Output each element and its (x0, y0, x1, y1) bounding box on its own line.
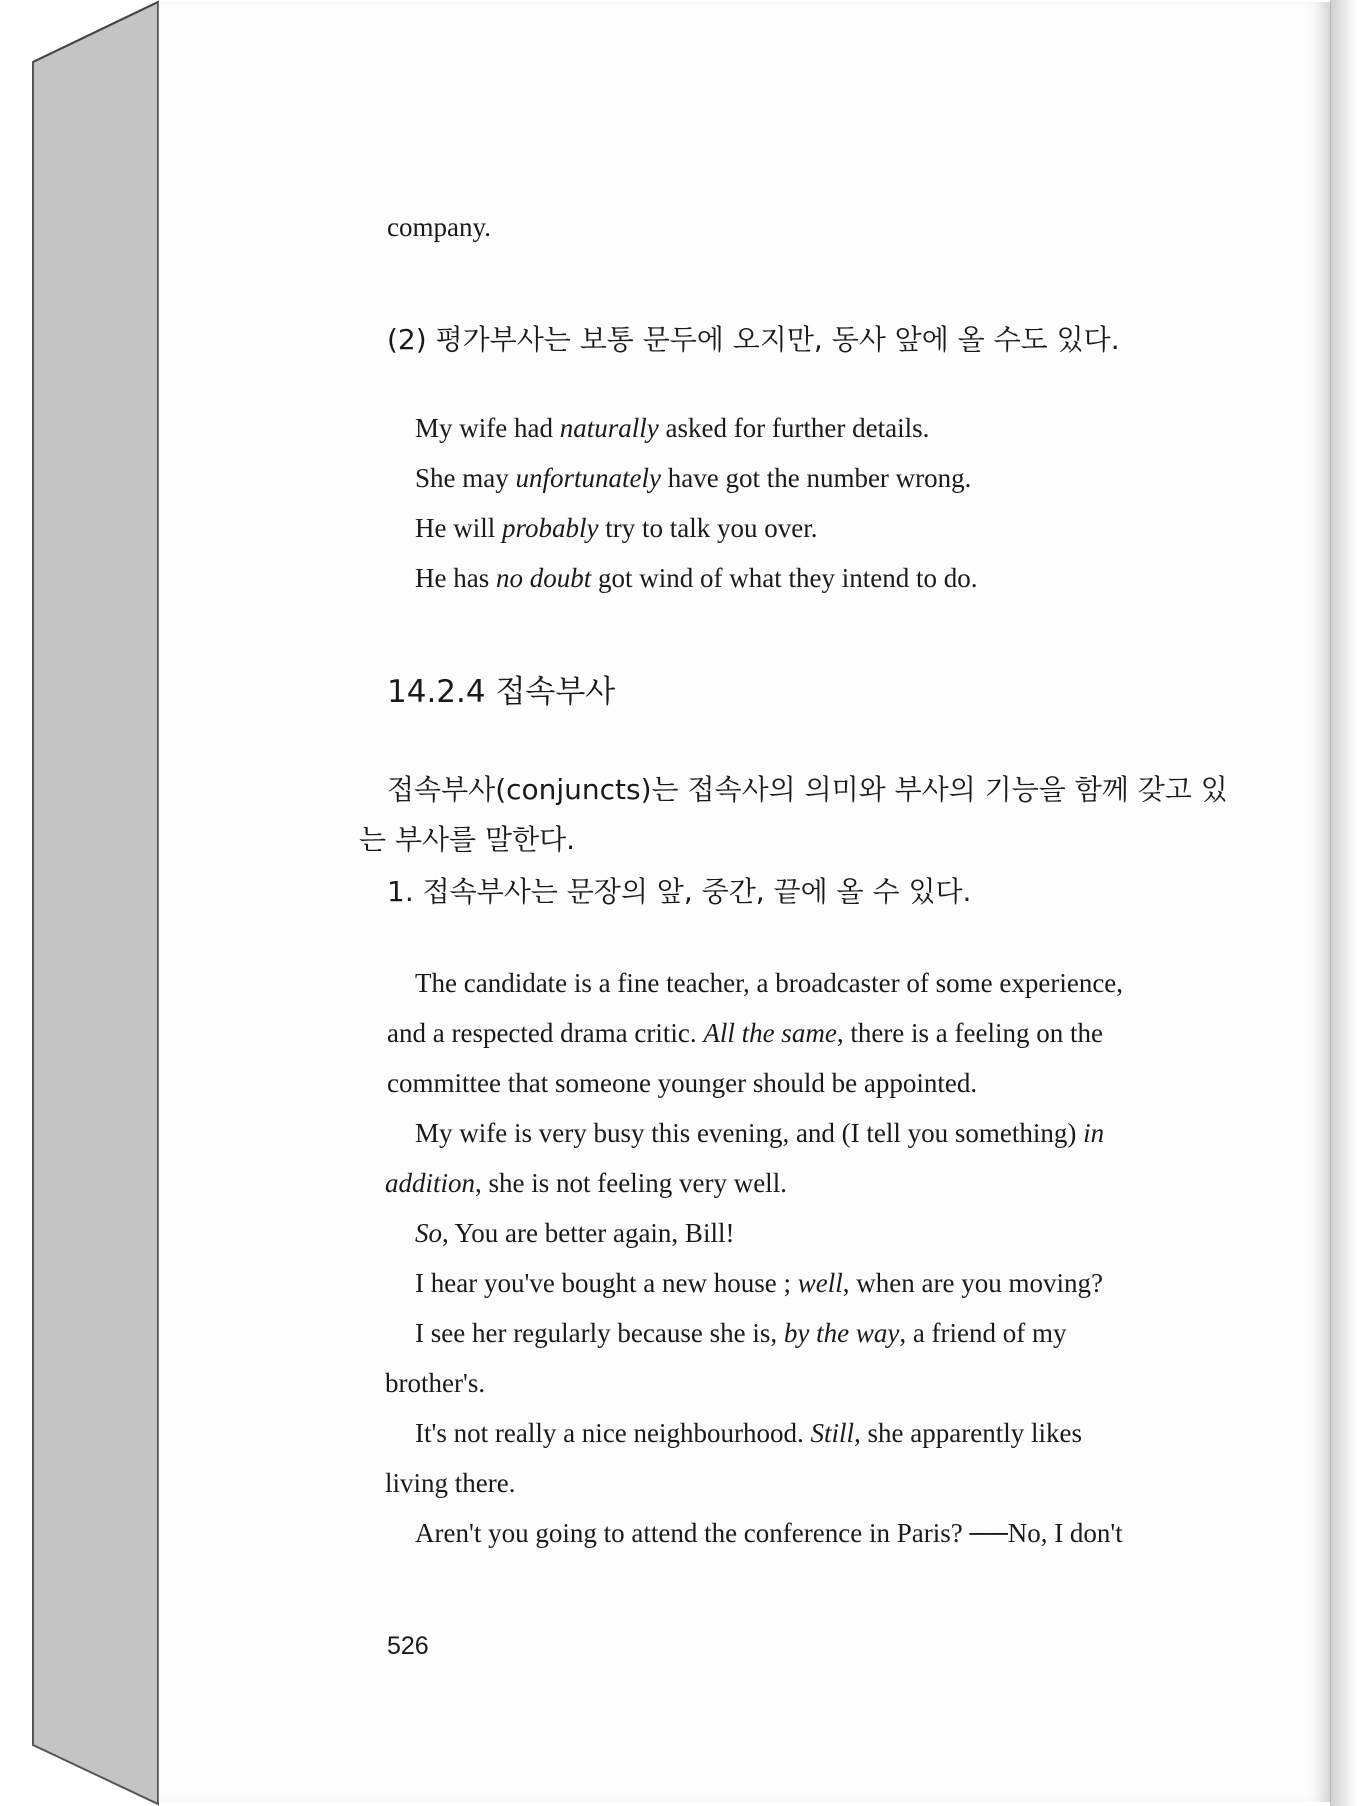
page-number: 526 (387, 1632, 429, 1660)
example-line: The candidate is a fine teacher, a broadcaster of some experience, (415, 968, 1124, 998)
example-line: brother's. (385, 1368, 486, 1398)
book-spine (0, 0, 160, 1806)
book-page (158, 2, 1331, 1802)
definition-line-1: 접속부사(conjuncts)는 접속사의 의미와 부사의 기능을 함께 갖고 있 (387, 773, 1228, 806)
example-line: committee that someone younger should be appointed. (387, 1068, 978, 1098)
example-line: He will probably try to talk you over. (415, 513, 818, 543)
example-line: and a respected drama critic. All the same, there is a feeling on the (387, 1018, 1103, 1048)
example-line: My wife is very busy this evening, and (I tell you something) in (415, 1118, 1105, 1148)
example-line: addition, she is not feeling very well. (385, 1168, 787, 1198)
section-heading: 14.2.4 접속부사 (387, 674, 616, 710)
example-line: I hear you've bought a new house ; well, when are you moving? (415, 1268, 1103, 1298)
definition-line-2: 는 부사를 말한다. (359, 823, 576, 856)
example-line: I see her regularly because she is, by the way, a friend of my (415, 1318, 1067, 1348)
example-line: It's not really a nice neighbourhood. Still, she apparently likes (415, 1418, 1082, 1448)
example-line: She may unfortunately have got the number wrong. (415, 463, 972, 493)
example-line: He has no doubt got wind of what they intend to do. (415, 563, 978, 593)
example-line: living there. (385, 1468, 516, 1498)
note-2: (2) 평가부사는 보통 문두에 오지만, 동사 앞에 올 수도 있다. (387, 323, 1120, 356)
example-line: Aren't you going to attend the conference in Paris? ──No, I don't (415, 1518, 1123, 1548)
continuation-line: company. (387, 212, 491, 242)
rule-1: 1. 접속부사는 문장의 앞, 중간, 끝에 올 수 있다. (387, 875, 972, 908)
example-line: So, You are better again, Bill! (415, 1218, 735, 1248)
page-edge-shadow (1330, 0, 1357, 1806)
example-line: My wife had naturally asked for further details. (415, 413, 930, 443)
